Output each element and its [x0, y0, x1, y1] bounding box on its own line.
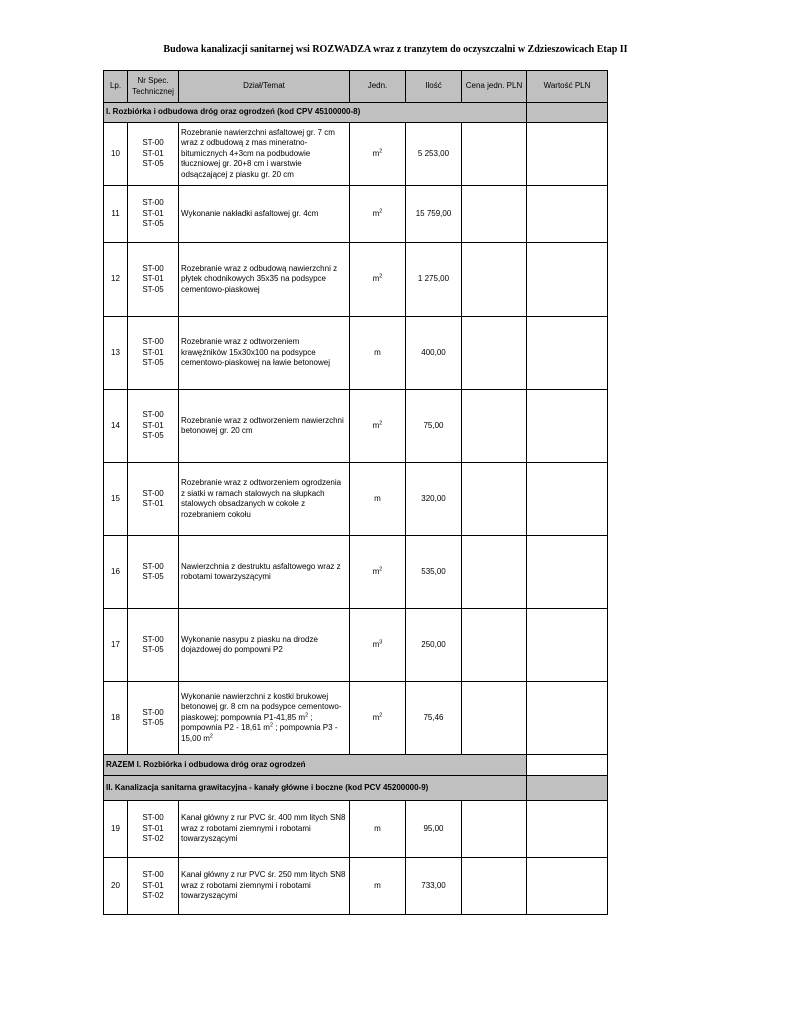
spec-code: ST-00: [142, 634, 164, 644]
col-header-cena: Cena jedn. PLN: [462, 71, 527, 103]
spec-code: ST-00: [142, 561, 164, 571]
row-lp: 16: [104, 536, 128, 609]
row-spec: [128, 609, 179, 682]
spec-code: ST-01: [142, 347, 164, 357]
row-unit-price[interactable]: [462, 858, 527, 915]
section-title: I. Rozbiórka i odbudowa dróg oraz ogrodzeń (kod CPV 45100000-8): [104, 103, 527, 123]
row-quantity: 733,00: [406, 858, 462, 915]
col-header-ilosc: Ilość: [406, 71, 462, 103]
row-spec: [128, 317, 179, 390]
table-row: [104, 317, 608, 390]
table-row: [104, 609, 608, 682]
section-title: II. Kanalizacja sanitarna grawitacyjna - kanały główne i boczne (kod PCV 45200000-9): [104, 776, 527, 801]
row-spec: [128, 123, 179, 186]
row-value[interactable]: [527, 463, 608, 536]
row-unit-price[interactable]: [462, 390, 527, 463]
spec-code: ST-05: [142, 718, 164, 727]
spec-code: ST-05: [142, 219, 164, 229]
table-row: [104, 536, 608, 609]
row-value[interactable]: [527, 801, 608, 858]
spec-code: ST-00: [142, 138, 164, 148]
row-description: Rozebranie wraz z odtworzeniem krawężników 15x30x100 na podsypce cementowo-piaskowej na ławie betonowej: [179, 317, 350, 390]
spec-code: ST-00: [142, 813, 164, 823]
row-value[interactable]: [527, 317, 608, 390]
row-lp: 17: [104, 609, 128, 682]
col-header-lp: Lp.: [104, 71, 128, 103]
row-unit: $m^2$: [350, 243, 406, 317]
row-description: Kanał główny z rur PVC śr. 400 mm litych SN8 wraz z robotami ziemnymi i robotami towarzyszącymi: [179, 801, 350, 858]
row-unit: $m^2$: [350, 682, 406, 755]
row-unit-price[interactable]: [462, 123, 527, 186]
row-description: Rozebranie wraz z odbudową nawierzchni z płytek chodnikowych 35x35 na podsypce cementowo-piaskowej: [179, 243, 350, 317]
row-quantity: 5 253,00: [406, 123, 462, 186]
table-row: [104, 463, 608, 536]
spec-code: ST-00: [142, 488, 164, 498]
row-description: Rozebranie nawierzchni asfaltowej gr. 7 cm wraz z odbudową z mas mineratno-bitumicznych 4+3cm na podbudowie tłuczniowej gr. 20+8 cm i warstwie odsączającej z piasku gr. 20 cm: [179, 123, 350, 186]
spec-code: ST-01: [142, 274, 164, 284]
row-unit: m: [350, 858, 406, 915]
row-spec: [128, 463, 179, 536]
row-unit: m: [350, 317, 406, 390]
spec-code: ST-05: [142, 284, 164, 294]
spec-code: ST-02: [142, 891, 164, 901]
section-blank-cell: [527, 776, 608, 801]
table-row: [104, 682, 608, 755]
row-unit-price[interactable]: [462, 463, 527, 536]
row-value[interactable]: [527, 858, 608, 915]
bill-of-quantities-table: [103, 70, 608, 915]
table-row: [104, 390, 608, 463]
col-header-dzial: Dział/Temat: [179, 71, 350, 103]
row-lp: 10: [104, 123, 128, 186]
row-description: Rozebranie wraz z odtworzeniem nawierzchni betonowej gr. 20 cm: [179, 390, 350, 463]
spec-code: ST-01: [142, 148, 164, 158]
spec-code: ST-01: [142, 823, 164, 833]
section-header-2: [104, 776, 608, 801]
row-value[interactable]: [527, 186, 608, 243]
row-unit: $m^2$: [350, 390, 406, 463]
row-spec: [128, 801, 179, 858]
row-unit: $m^2$: [350, 536, 406, 609]
spec-code: ST-00: [142, 263, 164, 273]
row-lp: 14: [104, 390, 128, 463]
row-spec: [128, 858, 179, 915]
table-row: [104, 858, 608, 915]
row-unit: m: [350, 463, 406, 536]
col-header-jedn: Jedn.: [350, 71, 406, 103]
row-value[interactable]: [527, 243, 608, 317]
spec-code: ST-05: [142, 431, 164, 441]
row-description: Rozebranie wraz z odtworzeniem ogrodzenia z siatki w ramach stalowych na słupkach stalowych obsadzanych w cokołe z rozebraniem cokołu: [179, 463, 350, 536]
table-row: [104, 123, 608, 186]
row-quantity: 535,00: [406, 536, 462, 609]
row-description: Kanał główny z rur PVC śr. 250 mm litych SN8 wraz z robotami ziemnymi i robotami towarzyszącymi: [179, 858, 350, 915]
page-title: Budowa kanalizacji sanitarnej wsi ROZWADZA wraz z tranzytem do oczyszczalni w Zdzieszowicach Etap II: [163, 44, 628, 55]
row-quantity: 95,00: [406, 801, 462, 858]
row-unit-price[interactable]: [462, 317, 527, 390]
row-lp: 12: [104, 243, 128, 317]
row-quantity: 320,00: [406, 463, 462, 536]
row-lp: 19: [104, 801, 128, 858]
section-blank-cell: [527, 103, 608, 123]
spec-code: ST-05: [142, 645, 164, 654]
spec-code: ST-00: [142, 337, 164, 347]
row-value[interactable]: [527, 682, 608, 755]
col-header-wartosc: Wartość PLN: [527, 71, 608, 103]
row-description: Wykonanie nakładki asfaltowej gr. 4cm: [179, 186, 350, 243]
row-lp: 11: [104, 186, 128, 243]
spec-code: ST-00: [142, 410, 164, 420]
row-unit: m: [350, 801, 406, 858]
row-quantity: 15 759,00: [406, 186, 462, 243]
section-summary-label: RAZEM I. Rozbiórka i odbudowa dróg oraz ogrodzeń: [104, 755, 527, 776]
spec-code: ST-05: [142, 358, 164, 368]
header-row: [104, 71, 608, 103]
section-header-1: [104, 103, 608, 123]
row-unit-price[interactable]: [462, 609, 527, 682]
spec-code: ST-00: [142, 198, 164, 208]
spec-code: ST-01: [142, 499, 164, 508]
col-header-spec: Nr Spec. Technicznej: [128, 71, 179, 103]
row-spec: [128, 243, 179, 317]
spec-code: ST-02: [142, 834, 164, 844]
row-quantity: 400,00: [406, 317, 462, 390]
row-lp: 15: [104, 463, 128, 536]
row-unit-price[interactable]: [462, 536, 527, 609]
spec-code: ST-05: [142, 159, 164, 169]
row-quantity: 250,00: [406, 609, 462, 682]
row-lp: 20: [104, 858, 128, 915]
table-row: [104, 186, 608, 243]
row-quantity: 75,00: [406, 390, 462, 463]
row-unit: $m^2$: [350, 186, 406, 243]
row-lp: 13: [104, 317, 128, 390]
row-unit-price[interactable]: [462, 243, 527, 317]
row-value[interactable]: [527, 123, 608, 186]
spec-code: ST-05: [142, 572, 164, 581]
row-value[interactable]: [527, 536, 608, 609]
spec-code: ST-01: [142, 880, 164, 890]
section-summary-value[interactable]: [527, 755, 608, 776]
row-description: Wykonanie nasypu z piasku na drodze dojazdowej do pompowni P2: [179, 609, 350, 682]
row-value[interactable]: [527, 609, 608, 682]
row-spec: [128, 186, 179, 243]
row-unit-price[interactable]: [462, 801, 527, 858]
row-unit-price[interactable]: [462, 186, 527, 243]
row-lp: 18: [104, 682, 128, 755]
row-unit-price[interactable]: [462, 682, 527, 755]
spec-code: ST-01: [142, 420, 164, 430]
row-unit: $m^3$: [350, 609, 406, 682]
row-value[interactable]: [527, 390, 608, 463]
section-summary-row: [104, 755, 608, 776]
spec-code: ST-01: [142, 208, 164, 218]
row-description: Wykonanie nawierzchni z kostki brukowej betonowej gr. 8 cm na podsypce cementowo-piaskowej; pompownia P1-41,85 $m^2$ ; pompownia P2 - 18,61 $m^2$ ; pompownia P3 - 15,00 $m^2$: [179, 682, 350, 755]
row-spec: [128, 682, 179, 755]
row-unit: $m^2$: [350, 123, 406, 186]
row-spec: [128, 390, 179, 463]
row-quantity: 75,46: [406, 682, 462, 755]
table-row: [104, 801, 608, 858]
spec-code: ST-00: [142, 870, 164, 880]
spec-code: ST-00: [142, 707, 164, 717]
row-spec: [128, 536, 179, 609]
row-quantity: 1 275,00: [406, 243, 462, 317]
row-description: Nawierzchnia z destruktu asfaltowego wraz z robotami towarzyszącymi: [179, 536, 350, 609]
table-row: [104, 243, 608, 317]
